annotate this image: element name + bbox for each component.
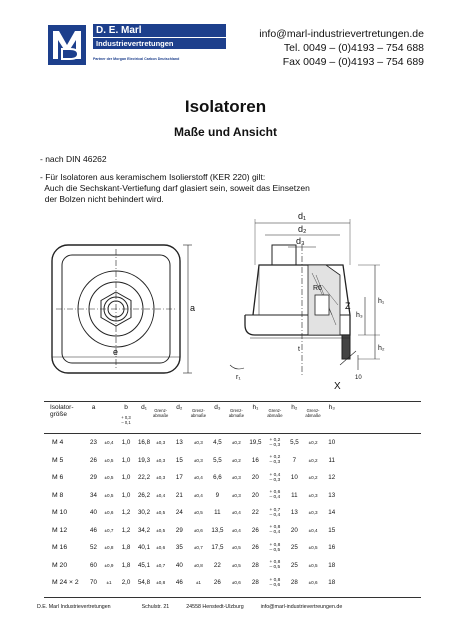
cell-d1-tol: ±0,3 [156, 440, 166, 446]
cell-d2: 15 [175, 456, 183, 464]
header-d1: d₁ [141, 404, 147, 411]
cell-h2-tol: ±0,5 [308, 545, 318, 551]
cell-h3: 12 [328, 474, 336, 482]
cell-h1-tol-lower: – 0,4 [269, 495, 281, 501]
table-row [44, 504, 361, 522]
cell-d2-tol: ±0,5 [193, 510, 203, 516]
cell-h1-tol-upper: + 0,6 [269, 490, 281, 496]
label-a: a [190, 303, 196, 313]
cell-h1: 26 [251, 526, 259, 534]
cell-h1-tol-upper: + 0,2 [269, 437, 281, 443]
cell-a-tol: ±0,4 [104, 440, 114, 446]
cell-d1: 30,2 [137, 509, 151, 517]
cell-h1: 20 [251, 474, 259, 482]
cell-d3-tol: ±0,5 [231, 562, 241, 568]
cell-d3-tol: ±0,6 [231, 580, 241, 586]
cell-h2-tol: ±0,4 [308, 527, 318, 533]
cell-h1: 26 [251, 544, 259, 552]
cell-h1: 22 [251, 509, 259, 517]
note-ceramic-line2: Auch die Sechskant-Vertiefung darf glasiert sein, soweit das Einsetzen [40, 183, 310, 193]
header-h2: h₂ [291, 404, 298, 411]
company-name: D. E. Marl [93, 24, 226, 37]
label-d3: d₃ [296, 236, 305, 246]
cell-h2: 5,5 [290, 439, 299, 447]
cell-b: 2,0 [121, 579, 131, 587]
cell-a: 60 [90, 561, 97, 569]
cell-d2-tol: ±0,6 [193, 527, 203, 533]
contact-phone: Tel. 0049 – (0)4193 – 754 688 [283, 42, 424, 54]
cell-h1: 28 [251, 579, 259, 587]
cell-d3: 26 [213, 579, 221, 587]
table-row [44, 434, 361, 452]
cell-h1-tol [266, 522, 283, 540]
cell-d1-tol: ±0,8 [156, 580, 166, 586]
cell-d1-tol: ±0,4 [156, 492, 166, 498]
label-h3: h₃ [356, 312, 363, 319]
header-h1: h₁ [252, 404, 259, 411]
cell-d2: 24 [175, 509, 183, 517]
cell-d1-tol: ±0,3 [156, 475, 166, 481]
cell-h3: 14 [328, 509, 336, 517]
cell-a: 70 [90, 579, 97, 587]
table-row [44, 574, 361, 592]
header-d3-tol: Grenz- abmaße [228, 408, 245, 418]
note-din: - nach DIN 46262 [40, 154, 107, 164]
cell-h1-tol-upper: + 0,2 [269, 455, 281, 461]
cell-a-tol: ±0,8 [104, 545, 114, 551]
cell-d3-tol: ±0,4 [231, 510, 241, 516]
cell-a: 23 [90, 439, 97, 447]
cell-a-tol: ±0,5 [104, 492, 114, 498]
cell-d2-tol: ±0,3 [193, 457, 203, 463]
cell-a-tol: ±0,5 [104, 457, 114, 463]
cell-d1: 40,1 [137, 544, 151, 552]
cell-d3-tol: ±0,3 [231, 492, 241, 498]
cell-d1-tol: ±0,3 [156, 457, 166, 463]
label-r1: r₁ [236, 374, 241, 381]
cell-d1: 26,2 [137, 491, 151, 499]
note-ceramic-line3: der Bolzen nicht behindert wird. [40, 194, 164, 204]
dimension-table [44, 401, 361, 592]
cell-b: 1,2 [121, 509, 131, 517]
label-h2: h₂ [378, 345, 385, 352]
page-title: Isolatoren [184, 97, 267, 116]
cell-d2-tol: ±0,7 [193, 545, 203, 551]
cell-h1-tol-upper: + 0,8 [269, 542, 281, 548]
cell-b: 1,8 [121, 544, 131, 552]
cell-size: M 6 [52, 474, 64, 482]
cell-h2: 25 [290, 561, 298, 569]
cell-h1: 19,5 [249, 439, 262, 447]
cell-b: 1,2 [121, 526, 131, 534]
cell-d2-tol: ±1 [195, 580, 201, 586]
header-d2-tol: Grenz- abmaße [190, 408, 207, 418]
cell-d1-tol: ±0,7 [156, 562, 166, 568]
header-d2: d₂ [176, 404, 183, 411]
cell-a-tol: ±0,5 [104, 475, 114, 481]
cell-a: 46 [90, 526, 97, 534]
cell-h2-tol: ±0,6 [308, 580, 318, 586]
cell-h3: 18 [328, 579, 336, 587]
cell-h1-tol-lower: – 0,3 [269, 477, 281, 483]
cell-h2-tol: ±0,2 [308, 457, 318, 463]
cell-size: M 4 [52, 439, 64, 447]
cell-h3: 10 [328, 439, 336, 447]
cell-d2-tol: ±0,3 [193, 440, 203, 446]
cell-h2: 10 [290, 474, 298, 482]
cell-h1: 16 [251, 456, 259, 464]
cell-d3: 9 [215, 491, 220, 499]
section-view [230, 219, 380, 377]
cell-d2: 17 [175, 474, 183, 482]
cell-d2-tol: ±0,4 [193, 475, 203, 481]
cell-d2: 46 [175, 579, 183, 587]
cell-h1-tol-upper: + 0,4 [269, 472, 281, 478]
cell-h1-tol-lower: – 0,5 [269, 547, 281, 553]
cell-size: M 24 × 2 [52, 579, 79, 587]
cell-h1-tol [266, 434, 283, 452]
header-h2-tol: Grenz- abmaße [305, 408, 321, 418]
top-view [52, 245, 192, 373]
label-t: t [298, 346, 300, 353]
cell-size: M 5 [52, 456, 64, 464]
cell-d3-tol: ±0,4 [231, 527, 241, 533]
cell-b: 1,0 [121, 456, 131, 464]
contact-fax: Fax 0049 – (0)4193 – 754 689 [282, 56, 424, 68]
footer-email[interactable]: info@marl-industrievertreungen.de [260, 604, 343, 610]
cell-b: 1,0 [121, 491, 131, 499]
cell-h1-tol-lower: – 0,4 [269, 512, 281, 518]
cell-d2: 40 [175, 561, 183, 569]
cell-h1-tol [266, 487, 283, 505]
label-h1: h₁ [378, 298, 385, 305]
table-bottom-rule [44, 597, 421, 598]
table-row [44, 539, 361, 557]
cell-h3: 11 [328, 456, 335, 464]
cell-h1-tol-lower: – 0,4 [269, 530, 281, 536]
cell-size: M 10 [52, 509, 68, 517]
cell-size: M 20 [52, 561, 68, 569]
cell-h2: 13 [290, 509, 298, 517]
cell-h2: 11 [291, 491, 298, 499]
header-a: a [91, 404, 96, 411]
label-z: Z [345, 301, 351, 311]
cell-h2: 7 [292, 456, 297, 464]
cell-d3: 22 [213, 561, 221, 569]
cell-h1-tol-upper: + 0,8 [269, 577, 281, 583]
cell-h2-tol: ±0,3 [308, 510, 318, 516]
cell-h2: 28 [290, 579, 298, 587]
cell-h3: 13 [328, 491, 336, 499]
footer-city: 24558 Henstedt-Ulzburg [186, 604, 244, 610]
table-header-rule [44, 433, 421, 434]
cell-a: 29 [90, 474, 97, 482]
cell-d1-tol: ±0,5 [156, 510, 166, 516]
note-ceramic-line1: - Für Isolatoren aus keramischem Isolierstoff (KER 220) gilt: [40, 172, 266, 182]
header-d3: d₃ [214, 404, 221, 411]
cell-a: 52 [90, 544, 97, 552]
cell-h2: 25 [290, 544, 298, 552]
cell-h2-tol: ±0,2 [308, 475, 318, 481]
label-ten: 10 [355, 375, 362, 381]
cell-size: M 16 [52, 544, 68, 552]
cell-h1-tol-upper: + 0,7 [269, 507, 281, 513]
cell-d1: 45,1 [137, 561, 151, 569]
footer [37, 604, 342, 610]
cell-h2: 20 [290, 526, 298, 534]
technical-drawing [40, 205, 410, 395]
cell-d3: 13,5 [211, 526, 224, 534]
cell-d1-tol: ±0,5 [156, 527, 166, 533]
label-d1: d₁ [298, 211, 307, 221]
cell-d2: 35 [175, 544, 183, 552]
cell-d3-tol: ±0,2 [231, 457, 241, 463]
cell-d1: 19,3 [137, 456, 151, 464]
company-subtitle: Industrievertretungen [93, 38, 226, 49]
cell-d2-tol: ±0,4 [193, 492, 203, 498]
company-tagline: Partner der Morgan Electrical Carbon Deutschland [93, 57, 180, 61]
cell-d1: 54,8 [137, 579, 151, 587]
cell-h1: 20 [251, 491, 259, 499]
cell-a-tol: ±0,7 [104, 527, 114, 533]
contact-email[interactable]: info@marl-industrievertretungen.de [259, 28, 424, 40]
cell-d1: 22,2 [137, 474, 151, 482]
cell-d2-tol: ±0,8 [193, 562, 203, 568]
cell-d1: 16,8 [137, 439, 151, 447]
label-x: X [334, 381, 341, 392]
footer-street: Schulstr. 21 [141, 604, 170, 610]
cell-h1-tol [266, 504, 283, 522]
table-row [44, 469, 361, 487]
label-d2: d₂ [298, 224, 307, 234]
cell-d2: 29 [175, 526, 183, 534]
cell-h1-tol-upper: + 0,8 [269, 525, 281, 531]
cell-a-tol: ±0,9 [104, 562, 114, 568]
label-e: e [113, 347, 119, 357]
cell-d2: 21 [175, 491, 183, 499]
cell-h1-tol [266, 452, 283, 470]
cell-d3: 4,5 [213, 439, 222, 447]
cell-b: 1,8 [121, 561, 131, 569]
cell-d2: 13 [175, 439, 183, 447]
header-size: Isolator- größe [50, 404, 74, 418]
table-row [44, 522, 361, 540]
header-h3: h₃ [328, 404, 335, 411]
page-subtitle: Maße und Ansicht [174, 125, 277, 139]
cell-a: 26 [90, 456, 97, 464]
cell-h1-tol-lower: – 0,5 [269, 565, 281, 571]
cell-h1-tol-lower: – 0,3 [269, 460, 281, 466]
cell-d3: 17,5 [211, 544, 224, 552]
cell-d3-tol: ±0,3 [231, 475, 241, 481]
cell-a-tol: ±0,6 [104, 510, 114, 516]
header-b: b + 0,3 – 0,1 [121, 404, 131, 425]
cell-d3: 11 [214, 509, 221, 517]
header-d1-tol: Grenz- abmaße [153, 408, 169, 418]
table-row [44, 487, 361, 505]
footer-company: D.E. Marl Industrievertretungen [37, 604, 111, 610]
cell-h2-tol: ±0,5 [308, 562, 318, 568]
cell-h1-tol [266, 557, 283, 575]
table-row [44, 452, 361, 470]
cell-a: 40 [90, 509, 97, 517]
cell-a-tol: ±1 [106, 580, 112, 586]
table-row [44, 557, 361, 575]
label-r6: R6 [313, 285, 322, 292]
cell-d3: 5,5 [213, 456, 222, 464]
cell-h1-tol [266, 539, 283, 557]
cell-h1-tol-lower: – 0,3 [269, 442, 281, 448]
cell-d3-tol: ±0,5 [231, 545, 241, 551]
cell-size: M 8 [52, 491, 64, 499]
cell-h3: 18 [328, 561, 336, 569]
cell-h3: 16 [328, 544, 336, 552]
cell-h2-tol: ±0,3 [308, 492, 318, 498]
cell-d3-tol: ±0,2 [231, 440, 241, 446]
cell-d3: 6,6 [213, 474, 222, 482]
cell-a: 34 [90, 491, 97, 499]
cell-h1-tol [266, 574, 283, 592]
cell-h1-tol-upper: + 0,8 [269, 560, 281, 566]
cell-d1: 34,2 [137, 526, 151, 534]
header-h1-tol: Grenz- abmaße [267, 408, 283, 418]
cell-h1-tol [266, 469, 283, 487]
cell-b: 1,0 [121, 474, 131, 482]
cell-size: M 12 [52, 526, 68, 534]
cell-d1-tol: ±0,6 [156, 545, 166, 551]
company-logo [48, 25, 86, 65]
cell-h2-tol: ±0,2 [308, 440, 318, 446]
cell-b: 1,0 [121, 439, 131, 447]
cell-h1: 28 [251, 561, 259, 569]
cell-h1-tol-lower: – 0,6 [269, 582, 281, 588]
cell-h3: 15 [328, 526, 336, 534]
